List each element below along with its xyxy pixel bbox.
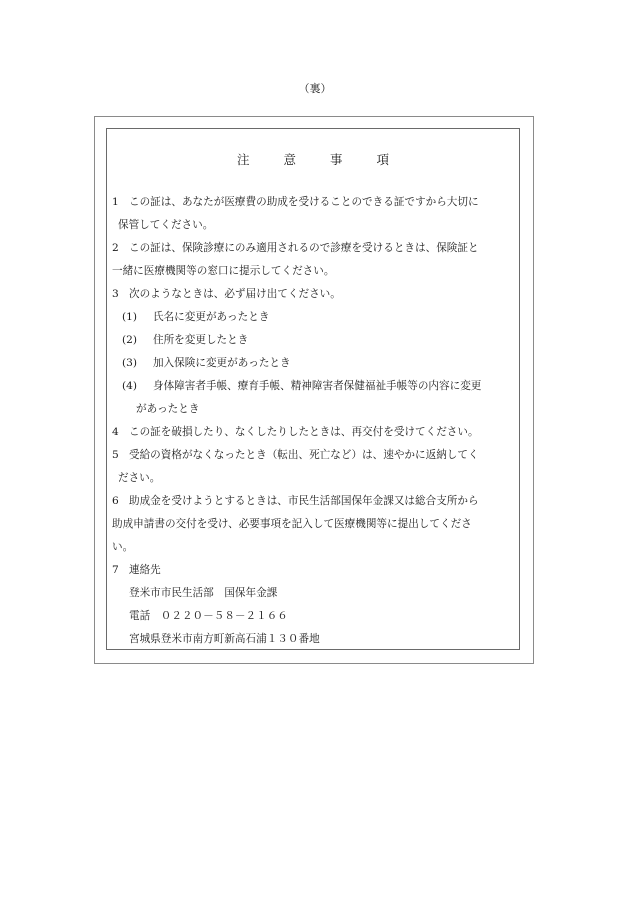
notice-item-1: 1 この証は、あなたが医療費の助成を受けることのできる証ですから大切に bbox=[112, 196, 479, 208]
notice-title bbox=[106, 150, 520, 168]
notice-item-3: 3 次のようなときは、必ず届け出てください。 bbox=[112, 288, 341, 300]
contact-address: 宮城県登米市南方町新高石浦１３０番地 bbox=[129, 633, 320, 645]
contact-phone: 電話 ０２２０－５８－２１６６ bbox=[129, 610, 288, 622]
notice-item-1-cont: 保管してください。 bbox=[118, 219, 214, 231]
title-char: 事 bbox=[330, 152, 343, 167]
notice-list bbox=[112, 193, 518, 653]
notice-item-5: 5 受給の資格がなくなったとき（転出、死亡など）は、速やかに返納してく bbox=[112, 449, 479, 461]
title-char: 項 bbox=[376, 152, 390, 167]
notice-item-2: 2 この証は、保険診療にのみ適用されるので診療を受けるときは、保険証と bbox=[112, 242, 479, 254]
page-side-label: （裏） bbox=[298, 82, 332, 95]
sub-item-4-cont: があったとき bbox=[136, 403, 200, 415]
title-char: 注 bbox=[236, 152, 250, 167]
title-char: 意 bbox=[283, 152, 296, 167]
notice-item-5-cont: ださい。 bbox=[118, 472, 161, 484]
sub-item-4: (4) 身体障害者手帳、療育手帳、精神障害者保健福祉手帳等の内容に変更 bbox=[122, 380, 482, 392]
notice-item-6-cont2: い。 bbox=[112, 541, 134, 553]
notice-item-4: 4 この証を破損したり、なくしたりしたときは、再交付を受けてください。 bbox=[112, 426, 479, 438]
sub-item-2: (2) 住所を変更したとき bbox=[122, 334, 249, 346]
notice-item-6-cont: 助成申請書の交付を受け、必要事項を記入して医療機関等に提出してくださ bbox=[112, 518, 472, 530]
notice-item-2-cont: 一緒に医療機関等の窓口に提示してください。 bbox=[112, 265, 335, 277]
sub-item-3: (3) 加入保険に変更があったとき bbox=[122, 357, 291, 369]
sub-item-1: (1) 氏名に変更があったとき bbox=[122, 311, 270, 323]
contact-department: 登米市市民生活部 国保年金課 bbox=[129, 587, 278, 599]
notice-item-7: 7 連絡先 bbox=[112, 564, 161, 576]
notice-item-6: 6 助成金を受けようとするときは、市民生活部国保年金課又は総合支所から bbox=[112, 495, 479, 507]
